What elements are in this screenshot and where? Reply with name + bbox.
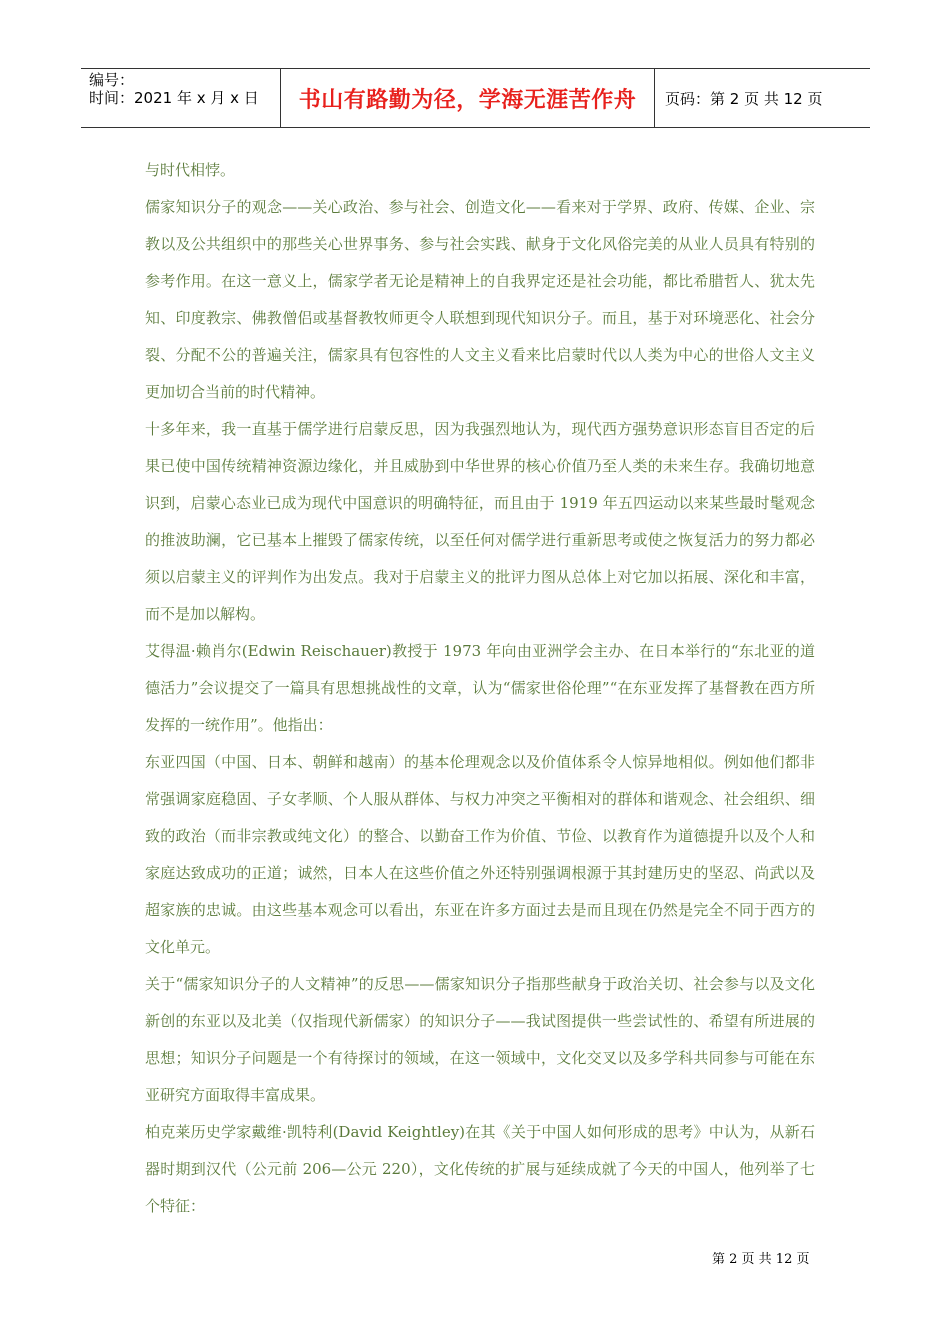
page-footer: 第 2 页 共 12 页: [712, 1252, 810, 1267]
date-label: 时间：2021 年 x 月 x 日: [89, 89, 259, 107]
paragraph: 东亚四国（中国、日本、朝鲜和越南）的基本伦理观念以及价值体系令人惊异地相似。例如他们都非常强调家庭稳固、子女孝顺、个人服从群体、与权力冲突之平衡相对的群体和谐观念、社会组织、细致的政治（而非宗教或纯文化）的整合、以勤奋工作为价值、节俭、以教育作为道德提升以及个人和家庭达致成功的正道；诚然，日本人在这些价值之外还特别强调根源于其封建历史的坚忍、尚武以及超家族的忠诚。由这些基本观念可以看出，东亚在许多方面过去是而且现在仍然是完全不同于西方的文化单元。: [145, 753, 815, 956]
paragraph: 关于“儒家知识分子的人文精神”的反思——儒家知识分子指那些献身于政治关切、社会参与以及文化新创的东亚以及北美（仅指现代新儒家）的知识分子——我试图提供一些尝试性的、希望有所进展的思想；知识分子问题是一个有待探讨的领域，在这一领域中，文化交叉以及多学科共同参与可能在东亚研究方面取得丰富成果。: [145, 975, 815, 1104]
paragraph: 柏克莱历史学家戴维·凯特利(David Keightley)在其《关于中国人如何形成的思考》中认为，从新石器时期到汉代（公元前 206—公元 220），文化传统的扩展与延续成就了今天的中国人，他列举了七个特征：: [145, 1123, 815, 1215]
header-meta: [81, 69, 281, 127]
paragraph: 儒家知识分子的观念——关心政治、参与社会、创造文化——看来对于学界、政府、传媒、企业、宗教以及公共组织中的那些关心世界事务、参与社会实践、献身于文化风俗完美的从业人员具有特别的参考作用。在这一意义上，儒家学者无论是精神上的自我界定还是社会功能，都比希腊哲人、犹太先知、印度教宗、佛教僧侣或基督教牧师更令人联想到现代知识分子。而且，基于对环境恶化、社会分裂、分配不公的普遍关注，儒家具有包容性的人文主义看来比启蒙时代以人类为中心的世俗人文主义更加切合当前的时代精神。: [145, 198, 815, 401]
document-body: [145, 152, 815, 1225]
paragraph: 艾得温·赖肖尔(Edwin Reischauer)教授于 1973 年向由亚洲学会主办、在日本举行的“东北亚的道德活力”会议提交了一篇具有思想挑战性的文章，认为“儒家世俗伦理”“在东亚发挥了基督教在西方所发挥的一统作用”。他指出：: [145, 642, 815, 734]
paragraph: 与时代相悖。: [145, 161, 236, 179]
page-number-label: 页码：第 2 页 共 12 页: [665, 89, 823, 108]
motto-text: 书山有路勤为径，学海无涯苦作舟: [298, 87, 637, 113]
paragraph: 十多年来，我一直基于儒学进行启蒙反思，因为我强烈地认为，现代西方强势意识形态盲目否定的后果已使中国传统精神资源边缘化，并且威胁到中华世界的核心价值乃至人类的未来生存。我确切地意识到，启蒙心态业已成为现代中国意识的明确特征，而且由于 1919 年五四运动以来某些最时髦观念的推波助澜，它已基本上摧毁了儒家传统，以至任何对儒学进行重新思考或使之恢复活力的努力都必须以启蒙主义的评判作为出发点。我对于启蒙主义的批评力图从总体上对它加以拓展、深化和丰富，而不是加以解构。: [145, 420, 815, 623]
page-header: [81, 68, 870, 128]
header-page-cell: [655, 69, 870, 127]
header-motto-cell: [281, 69, 655, 127]
serial-number-label: 编号：: [89, 71, 135, 89]
